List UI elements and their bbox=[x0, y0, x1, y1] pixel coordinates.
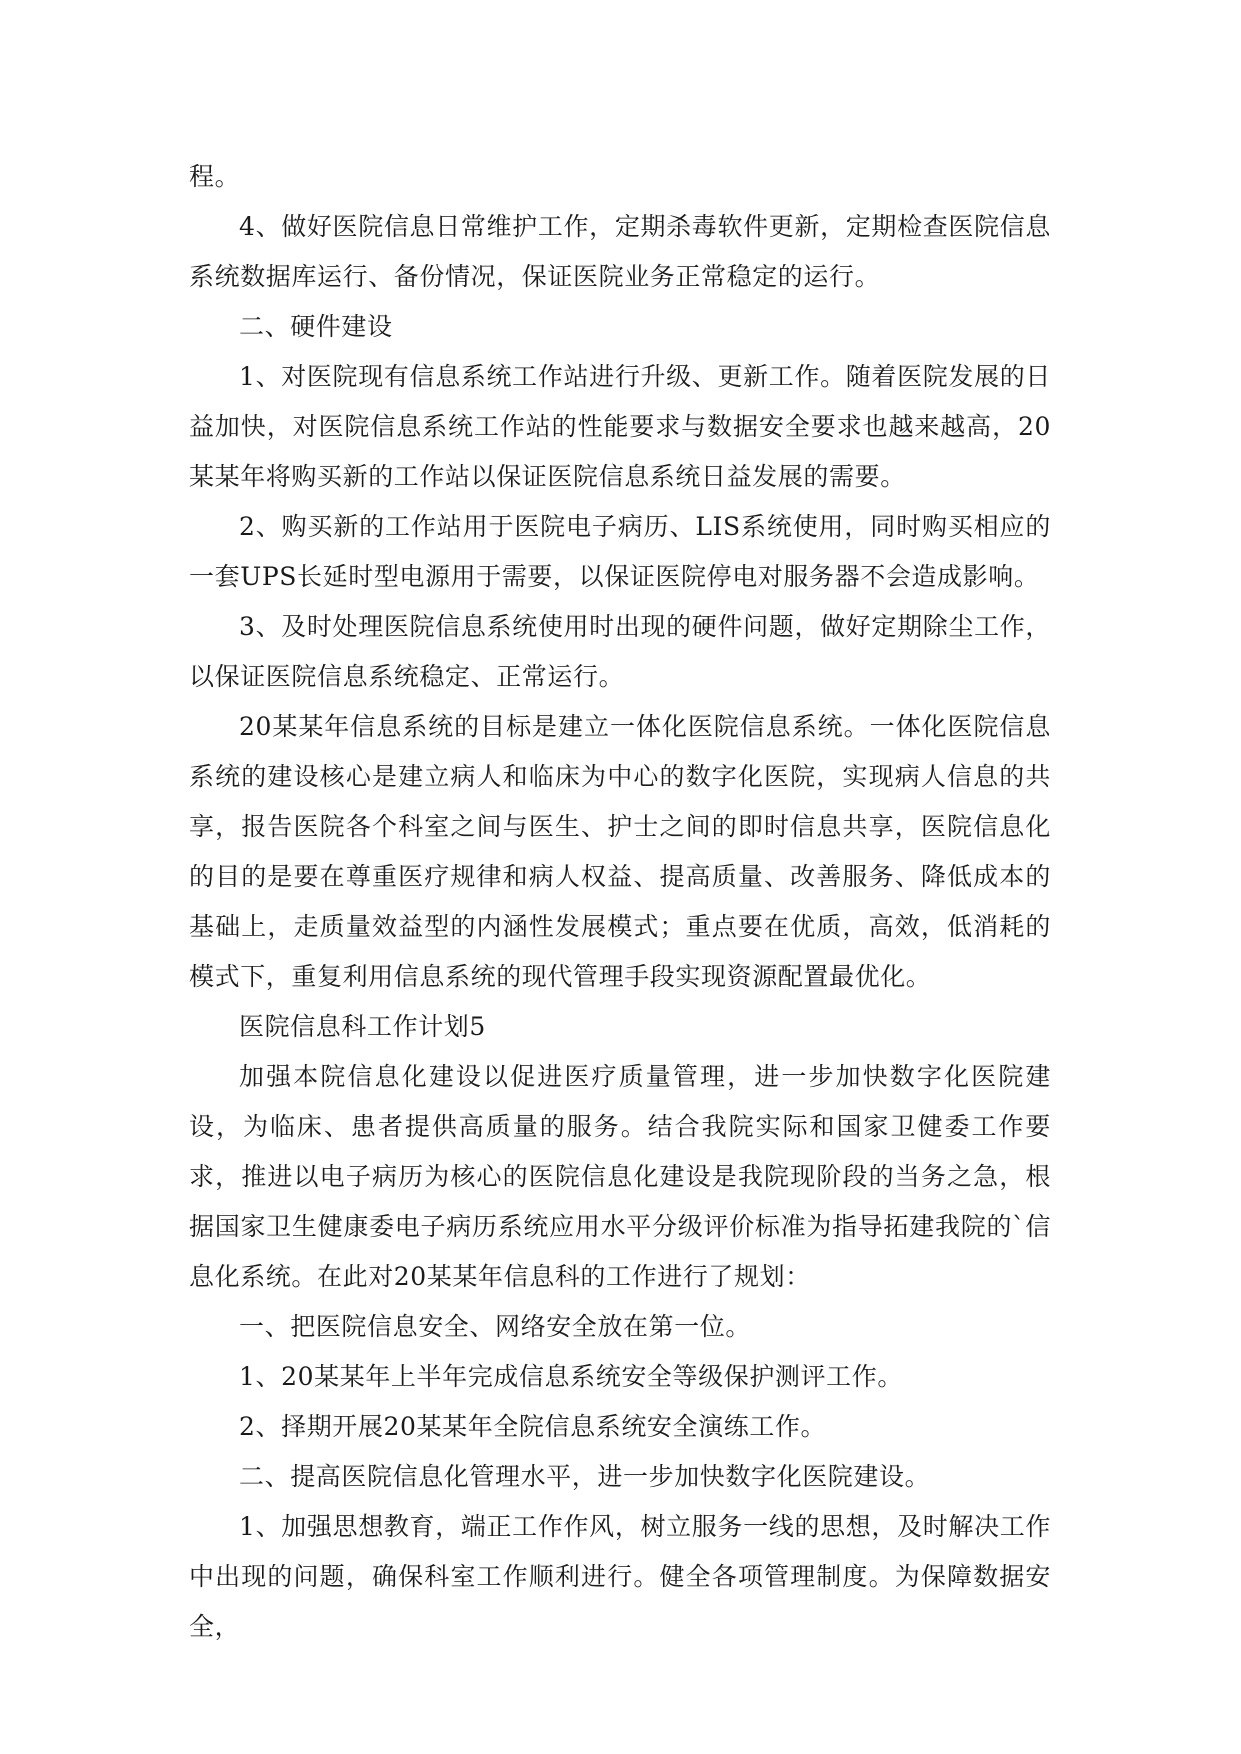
paragraph-maintenance-item-4: 4、做好医院信息日常维护工作，定期杀毒软件更新，定期检查医院信息系统数据库运行、备份情况，保证医院业务正常稳定的运行。 bbox=[189, 212, 1051, 291]
paragraph-hardware-item-3: 3、及时处理医院信息系统使用时出现的硬件问题，做好定期除尘工作，以保证医院信息系统稳定、正常运行。 bbox=[189, 612, 1051, 691]
paragraph-security-item-2: 2、择期开展20某某年全院信息系统安全演练工作。 bbox=[239, 1412, 827, 1441]
section-heading-management: 二、提高医院信息化管理水平，进一步加快数字化医院建设。 bbox=[239, 1462, 931, 1491]
paragraph-system-goal: 20某某年信息系统的目标是建立一体化医院信息系统。一体化医院信息系统的建设核心是建立病人和临床为中心的数字化医院，实现病人信息的共享，报告医院各个科室之间与医生、护士之间的即时信息共享，医院信息化的目的是要在尊重医疗规律和病人权益、提高质量、改善服务、降低成本的基础上，走质量效益型的内涵性发展模式；重点要在优质，高效，低消耗的模式下，重复利用信息系统的现代管理手段实现资源配置最优化。 bbox=[189, 712, 1051, 991]
section-heading-security: 一、把医院信息安全、网络安全放在第一位。 bbox=[239, 1312, 752, 1341]
document-body bbox=[189, 152, 1051, 1652]
paragraph-management-item-1: 1、加强思想教育，端正工作作风，树立服务一线的思想，及时解决工作中出现的问题，确保科室工作顺利进行。健全各项管理制度。为保障数据安全， bbox=[189, 1512, 1051, 1641]
paragraph-hardware-item-2: 2、购买新的工作站用于医院电子病历、LIS系统使用，同时购买相应的一套UPS长延时型电源用于需要，以保证医院停电对服务器不会造成影响。 bbox=[189, 512, 1051, 591]
paragraph-hardware-item-1: 1、对医院现有信息系统工作站进行升级、更新工作。随着医院发展的日益加快，对医院信息系统工作站的性能要求与数据安全要求也越来越高，20某某年将购买新的工作站以保证医院信息系统日益发展的需要。 bbox=[189, 362, 1051, 491]
section-heading-hardware: 二、硬件建设 bbox=[239, 312, 393, 341]
plan-title: 医院信息科工作计划5 bbox=[239, 1012, 486, 1041]
paragraph-plan-intro: 加强本院信息化建设以促进医疗质量管理，进一步加快数字化医院建设，为临床、患者提供高质量的服务。结合我院实际和国家卫健委工作要求，推进以电子病历为核心的医院信息化建设是我院现阶段的当务之急，根据国家卫生健康委电子病历系统应用水平分级评价标准为指导拓建我院的`信息化系统。在此对20某某年信息科的工作进行了规划： bbox=[189, 1062, 1051, 1291]
paragraph-continuation: 程。 bbox=[189, 162, 241, 191]
paragraph-security-item-1: 1、20某某年上半年完成信息系统安全等级保护测评工作。 bbox=[239, 1362, 903, 1391]
